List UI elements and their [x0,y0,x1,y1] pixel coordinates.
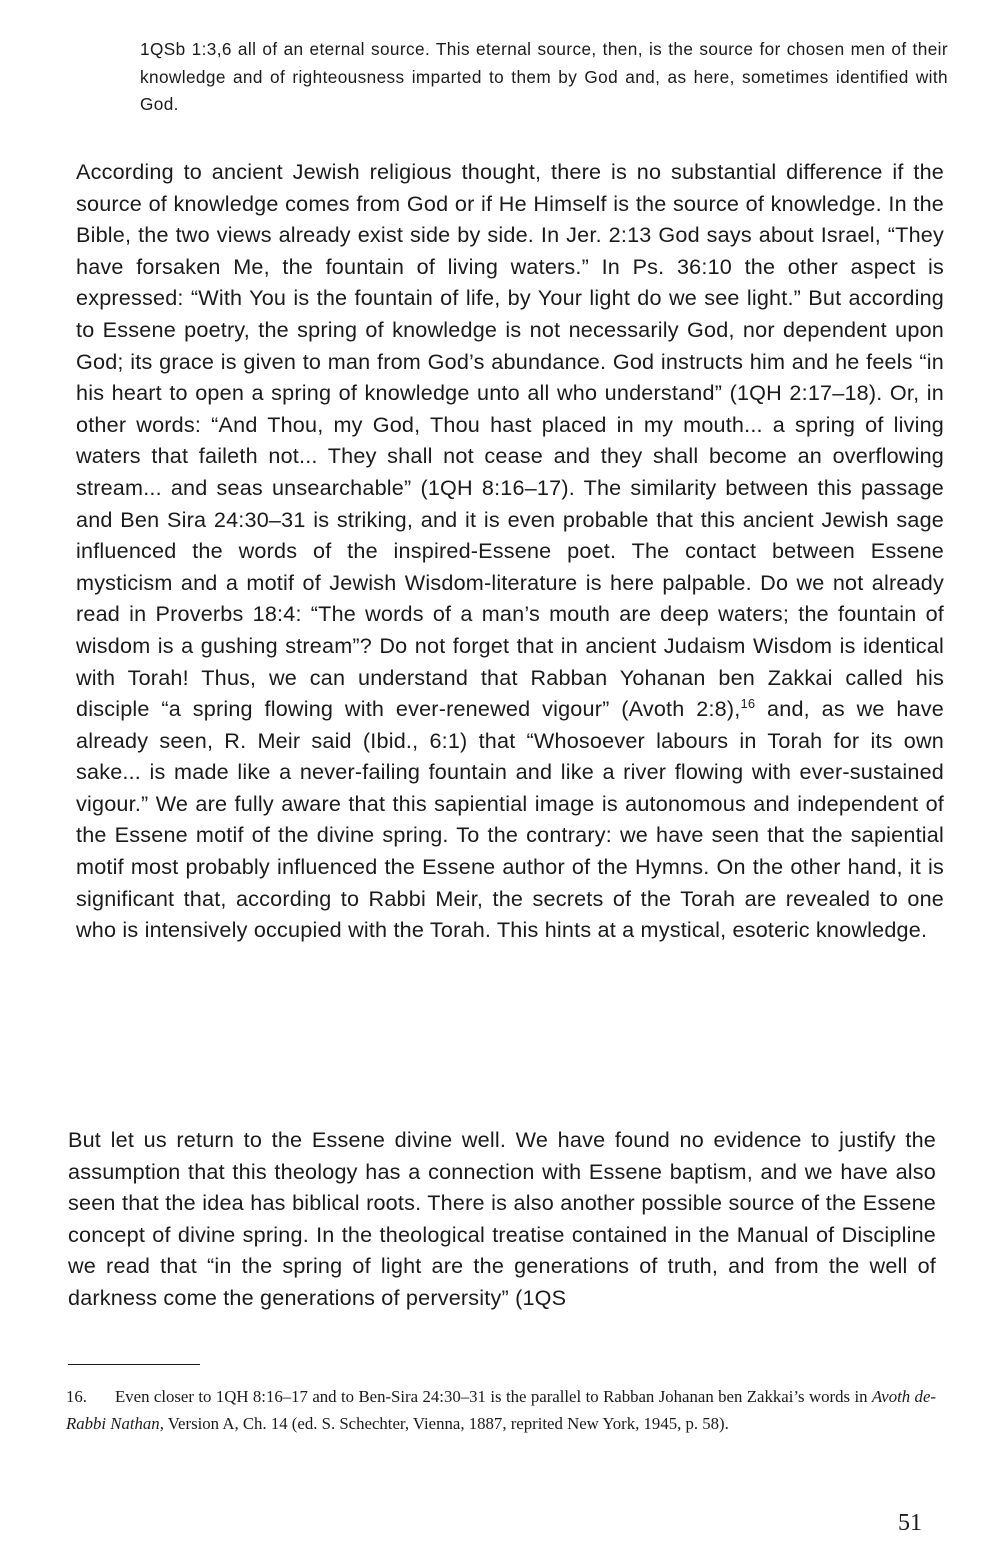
footnote-number: 16. [66,1387,87,1406]
footnote-text-before-title: Even closer to 1QH 8:16–17 and to Ben-Sira 24:30–31 is the parallel to Rabban Johanan ben Zakkai’s words in [114,1387,872,1406]
continued-footnote-text: 1QSb 1:3,6 all of an eternal source. This eternal source, then, is the source for chosen men of their knowledge and of righteousness imparted to them by God and, as here, sometimes identified with God. [140,39,948,114]
body-paragraph-2: But let us return to the Essene divine well. We have found no evidence to justify the assumption that this theology has a connection with Essene baptism, and we have also seen that the idea has biblical roots. There is also another possible source of the Essene concept of divine spring. In the theological treatise contained in the Manual of Discipline we read that “in the spring of light are the generations of truth, and from the well of darkness come the generations of perversity” (1QS [68,1127,936,1310]
paragraph-1-text-before-ref: According to ancient Jewish religious thought, there is no substantial difference if the source of knowledge comes from God or if He Himself is the source of knowledge. In the Bible, the two views already exist side by side. In Jer. 2:13 God says about Israel, “They have forsaken Me, the fountain of living waters.” In Ps. 36:10 the other aspect is expressed: “With You is the fountain of life, by Your light do we see light.” But according to Essene poetry, the spring of knowledge is not necessarily God, nor dependent upon God; its grace is given to man from God’s abundance. God instructs him and he feels “in his heart to open a spring of knowledge unto all who understand” (1QH 2:17–18). Or, in other words: “And Thou, my God, Thou hast placed in my mouth... a spring of living waters that faileth not... They shall not cease and they shall become an overflowing stream... and seas unsearchable” (1QH 8:16–17). The similarity between this passage and Ben Sira 24:30–31 is striking, and it is even probable that this ancient Jewish sage influenced the words of the inspired-Essene poet. The contact between Essene mysticism and a motif of Jewish Wisdom-literature is here palpable. Do we not already read in Proverbs 18:4: “The words of a man’s mouth are deep waters; the fountain of wisdom is a gushing stream”? Do not forget that in ancient Judaism Wisdom is identical with Torah! Thus, we can understand that Rabban Yohanan ben Zakkai called his disciple “a spring flowing with ever-renewed vigour” (Avoth 2:8), [76,159,944,722]
body-paragraph-1 [76,156,944,946]
footnote-separator-rule [68,1364,200,1365]
footnote-reference-16: 16 [740,695,756,711]
footnote-16 [66,1384,936,1437]
page-number: 51 [898,1510,922,1536]
footnote-text-after-title: Version A, Ch. 14 (ed. S. Schechter, Vienna, 1887, reprited New York, 1945, p. 58). [163,1413,729,1433]
footnote-italic-title: Avoth de-Rabbi Nathan, [66,1387,936,1433]
paragraph-1-text-after-ref: and, as we have already seen, R. Meir said (Ibid., 6:1) that “Whosoever labours in Torah for its own sake... is made like a never-failing fountain and like a river flowing with ever-sustained vigour.” We are fully aware that this sapiential image is autonomous and independent of the Essene motif of the divine spring. To the contrary: we have seen that the sapiential motif most probably influenced the Essene author of the Hymns. On the other hand, it is significant that, according to Rabbi Meir, the secrets of the Torah are revealed to one who is intensively occupied with the Torah. This hints at a mystical, esoteric knowledge. [76,696,944,943]
